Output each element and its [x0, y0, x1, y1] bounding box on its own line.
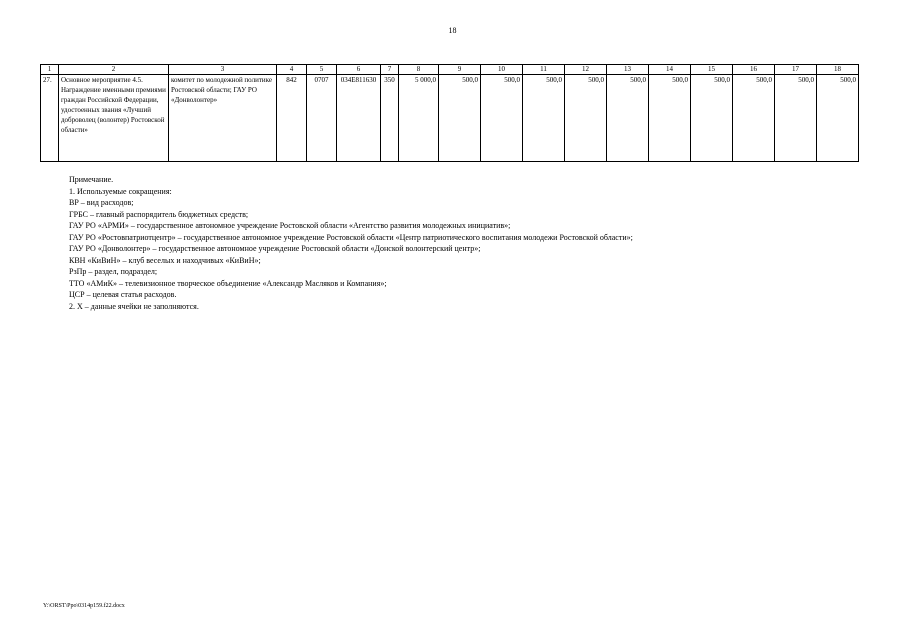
budget-table	[40, 64, 859, 162]
column-header: 10	[481, 65, 523, 75]
column-header: 7	[381, 65, 399, 75]
column-header: 2	[59, 65, 169, 75]
column-header: 13	[607, 65, 649, 75]
year-value-cell: 500,0	[439, 75, 481, 162]
abbreviations-title: 1. Используемые сокращения:	[69, 186, 172, 196]
abbreviation-item: ТТО «АМиК» – телевизионное творческое объединение «Александр Масляков и Компания»;	[69, 278, 387, 288]
column-header: 12	[565, 65, 607, 75]
column-header: 8	[399, 65, 439, 75]
event-name-cell: Основное мероприятие 4.5. Награждение именными премиями граждан Российской Федерации, удостоенных звания «Лучший доброволец (волонтер) Ростовской области»	[59, 75, 169, 162]
abbreviation-item: ЦСР – целевая статья расходов.	[69, 290, 177, 299]
table-header-row	[41, 65, 859, 75]
year-value-cell: 500,0	[775, 75, 817, 162]
rzpr-cell: 0707	[307, 75, 337, 162]
column-header: 14	[649, 65, 691, 75]
total-cell: 5 000,0	[399, 75, 439, 162]
row-number: 27.	[41, 75, 59, 162]
notes-section	[69, 174, 859, 312]
year-value-cell: 500,0	[649, 75, 691, 162]
abbreviation-item: КВН «КиВиН» – клуб веселых и находчивых «КиВиН»;	[69, 255, 261, 265]
column-header: 11	[523, 65, 565, 75]
abbreviation-item: РзПр – раздел, подраздел;	[69, 267, 158, 276]
column-header: 15	[691, 65, 733, 75]
note-item-2: 2. Х – данные ячейки не заполняются.	[69, 301, 199, 311]
footer-file-path: Y:\ORST\Ppo\0314p159.f22.docx	[43, 603, 125, 609]
column-header: 3	[169, 65, 277, 75]
vr-cell: 350	[381, 75, 399, 162]
column-header: 5	[307, 65, 337, 75]
column-header: 17	[775, 65, 817, 75]
column-header: 18	[817, 65, 859, 75]
year-value-cell: 500,0	[481, 75, 523, 162]
column-header: 4	[277, 65, 307, 75]
notes-title: Примечание.	[69, 175, 114, 184]
column-header: 9	[439, 65, 481, 75]
column-header: 1	[41, 65, 59, 75]
executor-cell: комитет по молодежной политике Ростовской области; ГАУ РО «Донволонтер»	[169, 75, 277, 162]
table-row	[41, 75, 859, 162]
year-value-cell: 500,0	[817, 75, 859, 162]
column-header: 16	[733, 65, 775, 75]
year-value-cell: 500,0	[565, 75, 607, 162]
grbs-cell: 842	[277, 75, 307, 162]
abbreviation-item: ГРБС – главный распорядитель бюджетных средств;	[69, 209, 249, 219]
year-value-cell: 500,0	[691, 75, 733, 162]
page-number: 18	[448, 26, 457, 35]
year-value-cell: 500,0	[523, 75, 565, 162]
abbreviation-item: ВР – вид расходов;	[69, 198, 134, 207]
abbreviation-item: ГАУ РО «АРМИ» – государственное автономное учреждение Ростовской области «Агентство развития молодежных инициатив»;	[69, 221, 511, 230]
column-header: 6	[337, 65, 381, 75]
abbreviation-item: ГАУ РО «Донволонтер» – государственное автономное учреждение Ростовской области «Донской волонтерский центр»;	[69, 244, 481, 253]
year-value-cell: 500,0	[733, 75, 775, 162]
year-value-cell: 500,0	[607, 75, 649, 162]
csr-cell: 034E811630	[337, 75, 381, 162]
abbreviation-item: ГАУ РО «Ростовпатриотцентр» – государственное автономное учреждение Ростовской области «Центр патриотического воспитания молодежи Ростовской области»;	[69, 232, 633, 242]
